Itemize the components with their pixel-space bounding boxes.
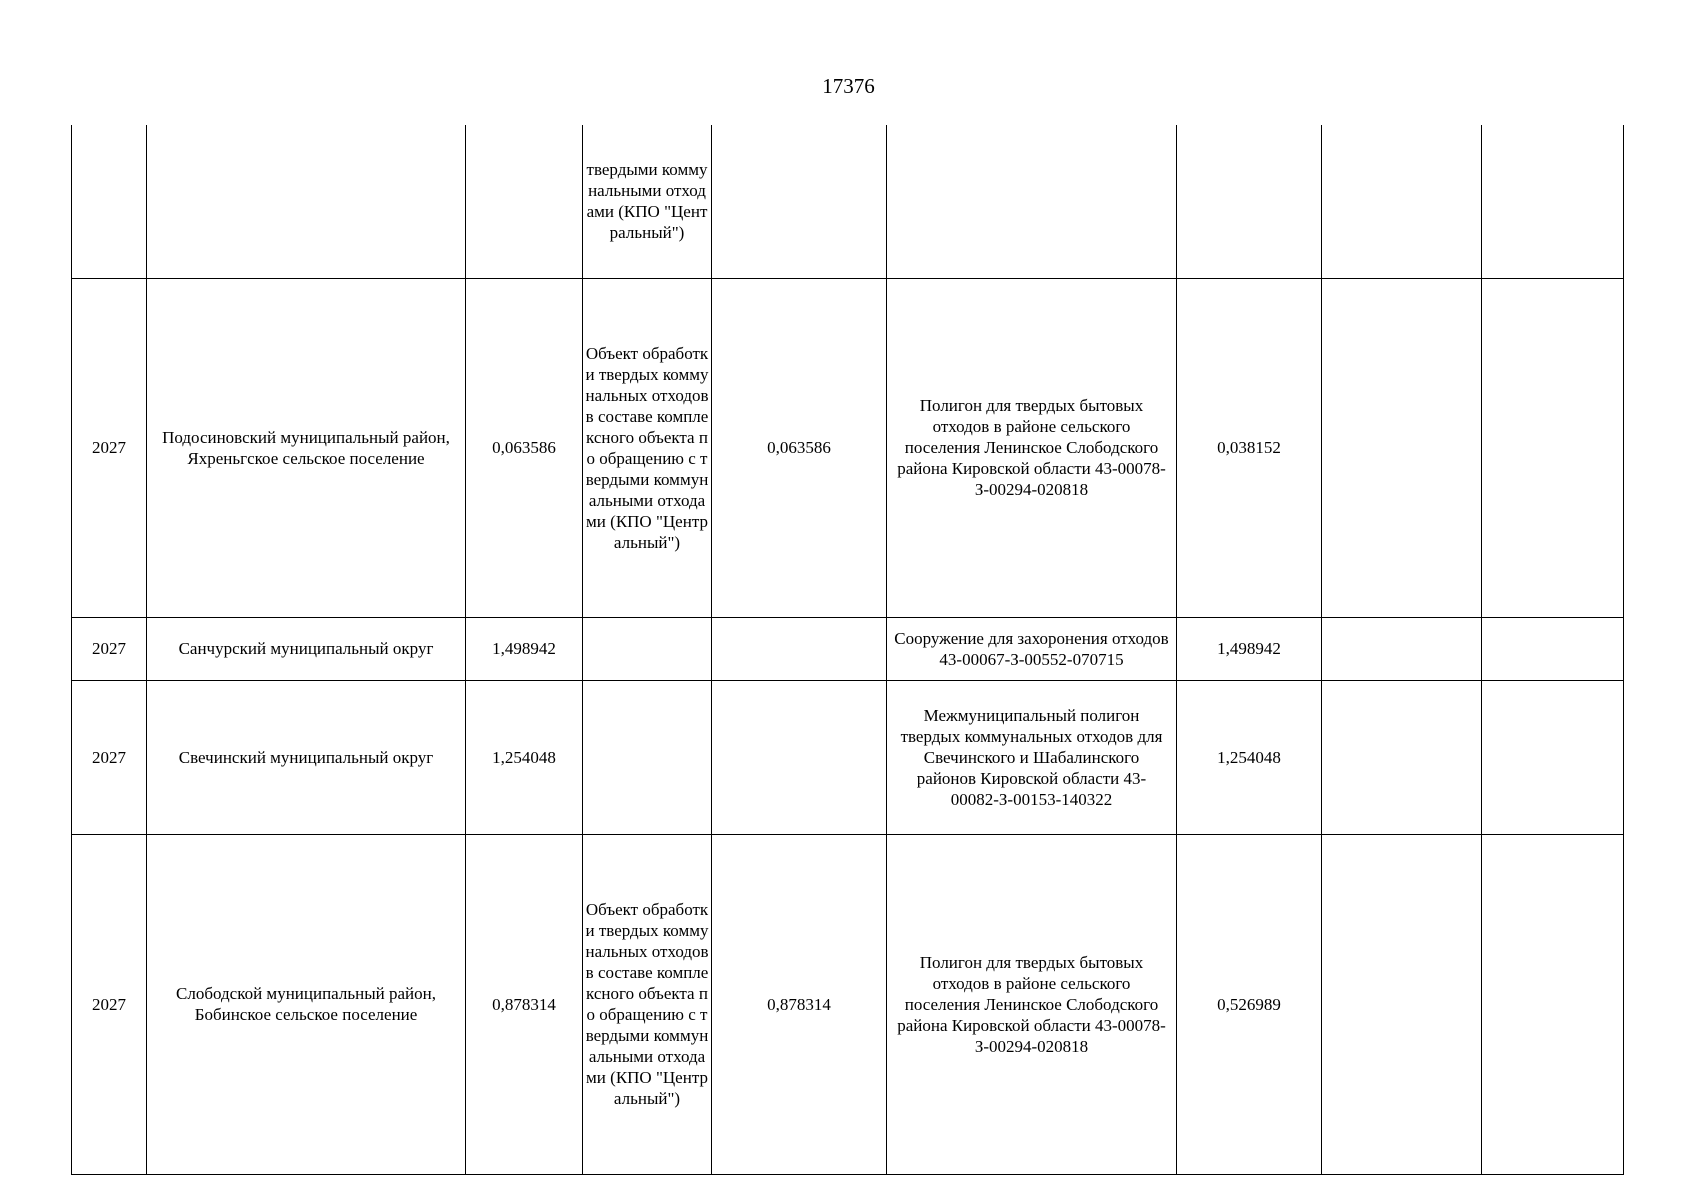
- volume-processing-cell: [712, 680, 887, 834]
- territory-cell: [147, 125, 466, 278]
- empty-cell: [1482, 617, 1624, 680]
- volume-disposal-cell: 0,526989: [1177, 834, 1322, 1174]
- volume-total-cell: 0,063586: [466, 278, 583, 617]
- year-cell: 2027: [72, 834, 147, 1174]
- table-row: [72, 125, 1624, 278]
- volume-processing-cell: 0,063586: [712, 278, 887, 617]
- processing-facility-cell: [583, 680, 712, 834]
- volume-disposal-cell: 0,038152: [1177, 278, 1322, 617]
- volume-disposal-cell: [1177, 125, 1322, 278]
- table-row: [72, 834, 1624, 1174]
- table-row: [72, 278, 1624, 617]
- empty-cell: [1482, 834, 1624, 1174]
- volume-total-cell: 0,878314: [466, 834, 583, 1174]
- disposal-facility-cell: Полигон для твердых бытовых отходов в районе сельского поселения Ленинское Слободского района Кировской области 43-00078-З-00294-020818: [887, 834, 1177, 1174]
- page-number: 17376: [822, 74, 875, 98]
- territory-cell: Слободской муниципальный район, Бобинское сельское поселение: [147, 834, 466, 1174]
- disposal-facility-cell: [887, 125, 1177, 278]
- empty-cell: [1322, 278, 1482, 617]
- volume-total-cell: 1,498942: [466, 617, 583, 680]
- empty-cell: [1322, 617, 1482, 680]
- empty-cell: [1482, 278, 1624, 617]
- processing-facility-cell: [583, 617, 712, 680]
- disposal-facility-cell: Полигон для твердых бытовых отходов в районе сельского поселения Ленинское Слободского района Кировской области 43-00078-З-00294-020818: [887, 278, 1177, 617]
- processing-facility-cell: Объект обработки твердых коммунальных отходов в составе комплексного объекта по обращению с твердыми коммунальными отходами (КПО "Центральный"): [583, 278, 712, 617]
- year-cell: 2027: [72, 617, 147, 680]
- territory-cell: Подосиновский муниципальный район, Яхреньгское сельское поселение: [147, 278, 466, 617]
- waste-flow-table: [71, 125, 1624, 1175]
- empty-cell: [1322, 680, 1482, 834]
- empty-cell: [1482, 125, 1624, 278]
- year-cell: 2027: [72, 278, 147, 617]
- volume-processing-cell: [712, 125, 887, 278]
- territory-cell: Санчурский муниципальный округ: [147, 617, 466, 680]
- volume-disposal-cell: 1,498942: [1177, 617, 1322, 680]
- processing-facility-cell: Объект обработки твердых коммунальных отходов в составе комплексного объекта по обращению с твердыми коммунальными отходами (КПО "Центральный"): [583, 834, 712, 1174]
- volume-total-cell: 1,254048: [466, 680, 583, 834]
- volume-disposal-cell: 1,254048: [1177, 680, 1322, 834]
- volume-total-cell: [466, 125, 583, 278]
- volume-processing-cell: 0,878314: [712, 834, 887, 1174]
- table-row: [72, 617, 1624, 680]
- volume-processing-cell: [712, 617, 887, 680]
- table-row: [72, 680, 1624, 834]
- disposal-facility-cell: Сооружение для захоронения отходов 43-00067-З-00552-070715: [887, 617, 1177, 680]
- territory-cell: Свечинский муниципальный округ: [147, 680, 466, 834]
- empty-cell: [1482, 680, 1624, 834]
- empty-cell: [1322, 834, 1482, 1174]
- empty-cell: [1322, 125, 1482, 278]
- year-cell: 2027: [72, 680, 147, 834]
- processing-facility-cell: твердыми коммунальными отходами (КПО "Центральный"): [583, 125, 712, 278]
- year-cell: [72, 125, 147, 278]
- disposal-facility-cell: Межмуниципальный полигон твердых коммунальных отходов для Свечинского и Шабалинского районов Кировской области 43-00082-З-00153-140322: [887, 680, 1177, 834]
